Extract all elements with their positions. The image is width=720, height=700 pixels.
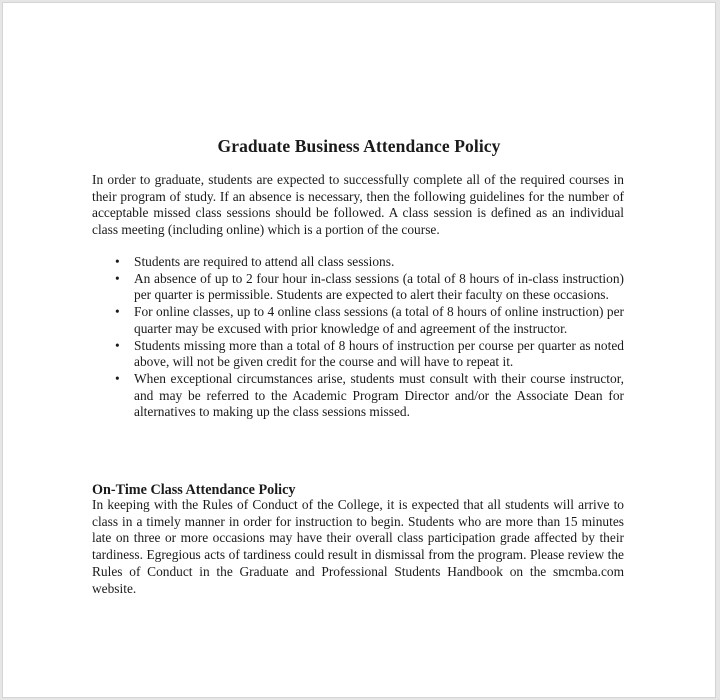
bullet-icon: •	[115, 270, 120, 286]
document-page	[2, 2, 716, 698]
section-paragraph: In keeping with the Rules of Conduct of the College, it is expected that all students will arrive to class in a timely manner in order for instruction to begin. Students who are more than 15 minutes late on three or more occasions may have their overall class participation grade affected by their tardiness. Egregious acts of tardiness could result in dismissal from the program. Please review the Rules of Conduct in the Graduate and Professional Students Handbook on the smcmba.com website.	[92, 497, 624, 596]
list-item-text: Students are required to attend all class sessions.	[134, 254, 395, 269]
list-item	[92, 271, 624, 304]
list-item-text: An absence of up to 2 four hour in-class sessions (a total of 8 hours of in-class instruction) per quarter is permissible. Students are expected to alert their faculty on these occasions.	[134, 270, 624, 303]
bullet-icon: •	[115, 337, 120, 353]
list-item	[92, 254, 624, 271]
list-item-text: For online classes, up to 4 online class sessions (a total of 8 hours of online instruction) per quarter may be excused with prior knowledge of and agreement of the instructor.	[134, 304, 624, 336]
list-item	[92, 338, 624, 371]
bullet-icon: •	[115, 254, 120, 269]
bullet-icon: •	[115, 304, 120, 320]
intro-paragraph: In order to graduate, students are expected to successfully complete all of the required courses in their program of study. If an absence is necessary, then the following guidelines for the number of acceptable missed class sessions should be followed. A class session is defined as an individual class meeting (including online) which is a portion of the course.	[92, 172, 624, 238]
list-item-text: When exceptional circumstances arise, students must consult with their course instructor, and may be referred to the Academic Program Director and/or the Associate Dean for alternatives to making up the class sessions missed.	[134, 370, 624, 420]
list-item	[92, 304, 624, 337]
document-title: Graduate Business Attendance Policy	[217, 136, 501, 156]
list-item	[92, 371, 624, 421]
guidelines-list	[92, 254, 624, 421]
bullet-icon: •	[115, 370, 120, 386]
section-heading: On-Time Class Attendance Policy	[92, 482, 296, 498]
list-item-text: Students missing more than a total of 8 hours of instruction per course per quarter as noted above, will not be given credit for the course and will have to repeat it.	[134, 337, 624, 370]
